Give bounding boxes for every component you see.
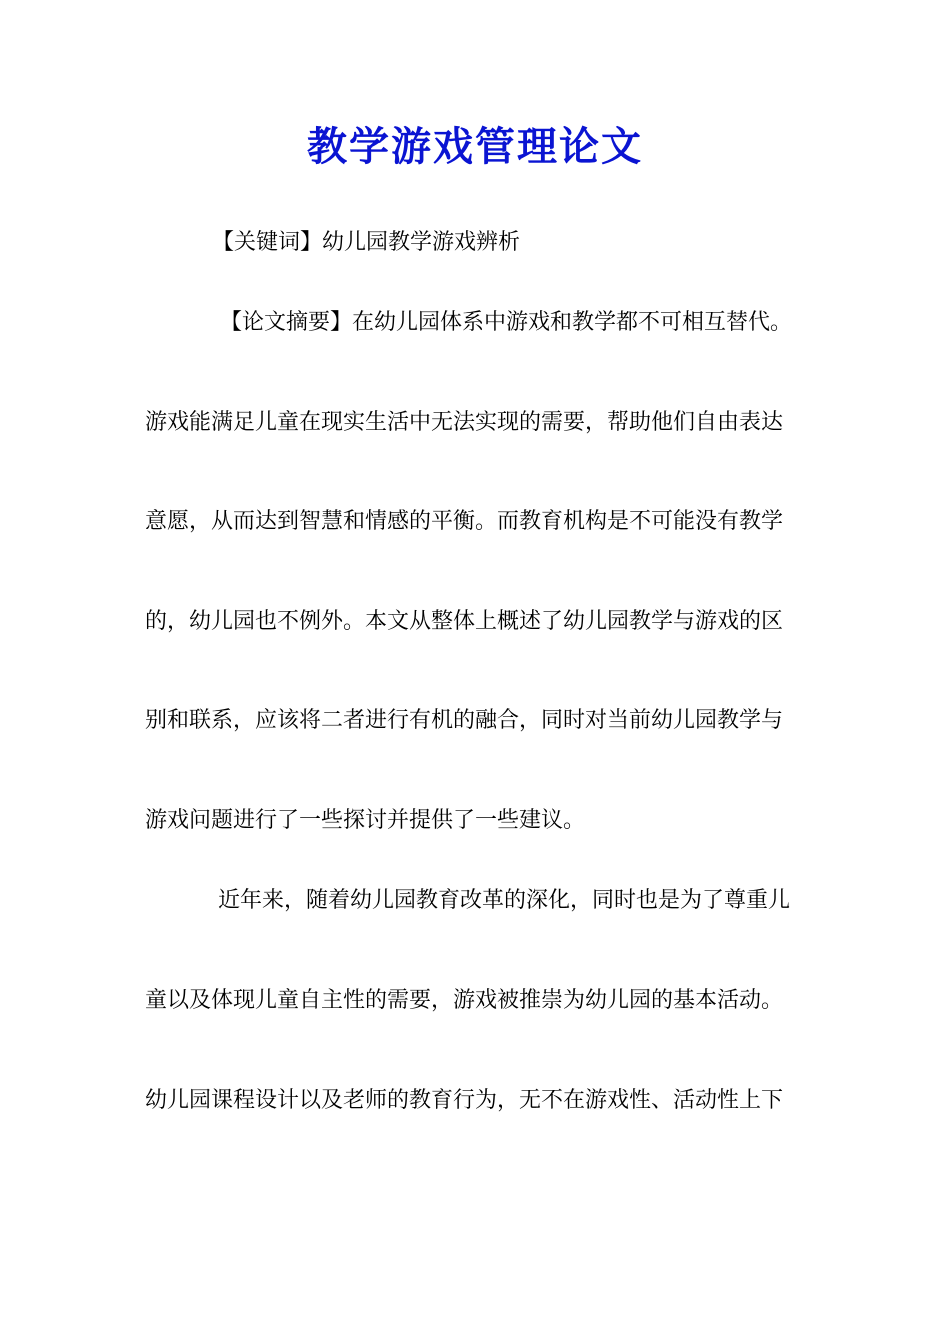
abstract-line-5: 别和联系，应该将二者进行有机的融合，同时对当前幼儿园教学与: [145, 708, 784, 733]
abstract-line-6: 游戏问题进行了一些探讨并提供了一些建议。: [145, 808, 586, 833]
abstract-line-2: 游戏能满足儿童在现实生活中无法实现的需要，帮助他们自由表达: [145, 410, 784, 435]
abstract-line-4: 的，幼儿园也不例外。本文从整体上概述了幼儿园教学与游戏的区: [145, 609, 784, 634]
body-line-3: 幼儿园课程设计以及老师的教育行为，无不在游戏性、活动性上下: [145, 1088, 784, 1113]
body-line-1: 近年来，随着幼儿园教育改革的深化，同时也是为了尊重儿: [218, 888, 791, 913]
abstract-line-1: 【论文摘要】在幼儿园体系中游戏和教学都不可相互替代。: [220, 310, 793, 335]
body-line-2: 童以及体现儿童自主性的需要，游戏被推崇为幼儿园的基本活动。: [145, 988, 784, 1013]
keywords-line: 【关键词】幼儿园教学游戏辨析: [212, 230, 521, 255]
abstract-line-3: 意愿，从而达到智慧和情感的平衡。而教育机构是不可能没有教学: [145, 509, 784, 534]
document-title: 教学游戏管理论文: [307, 123, 643, 170]
